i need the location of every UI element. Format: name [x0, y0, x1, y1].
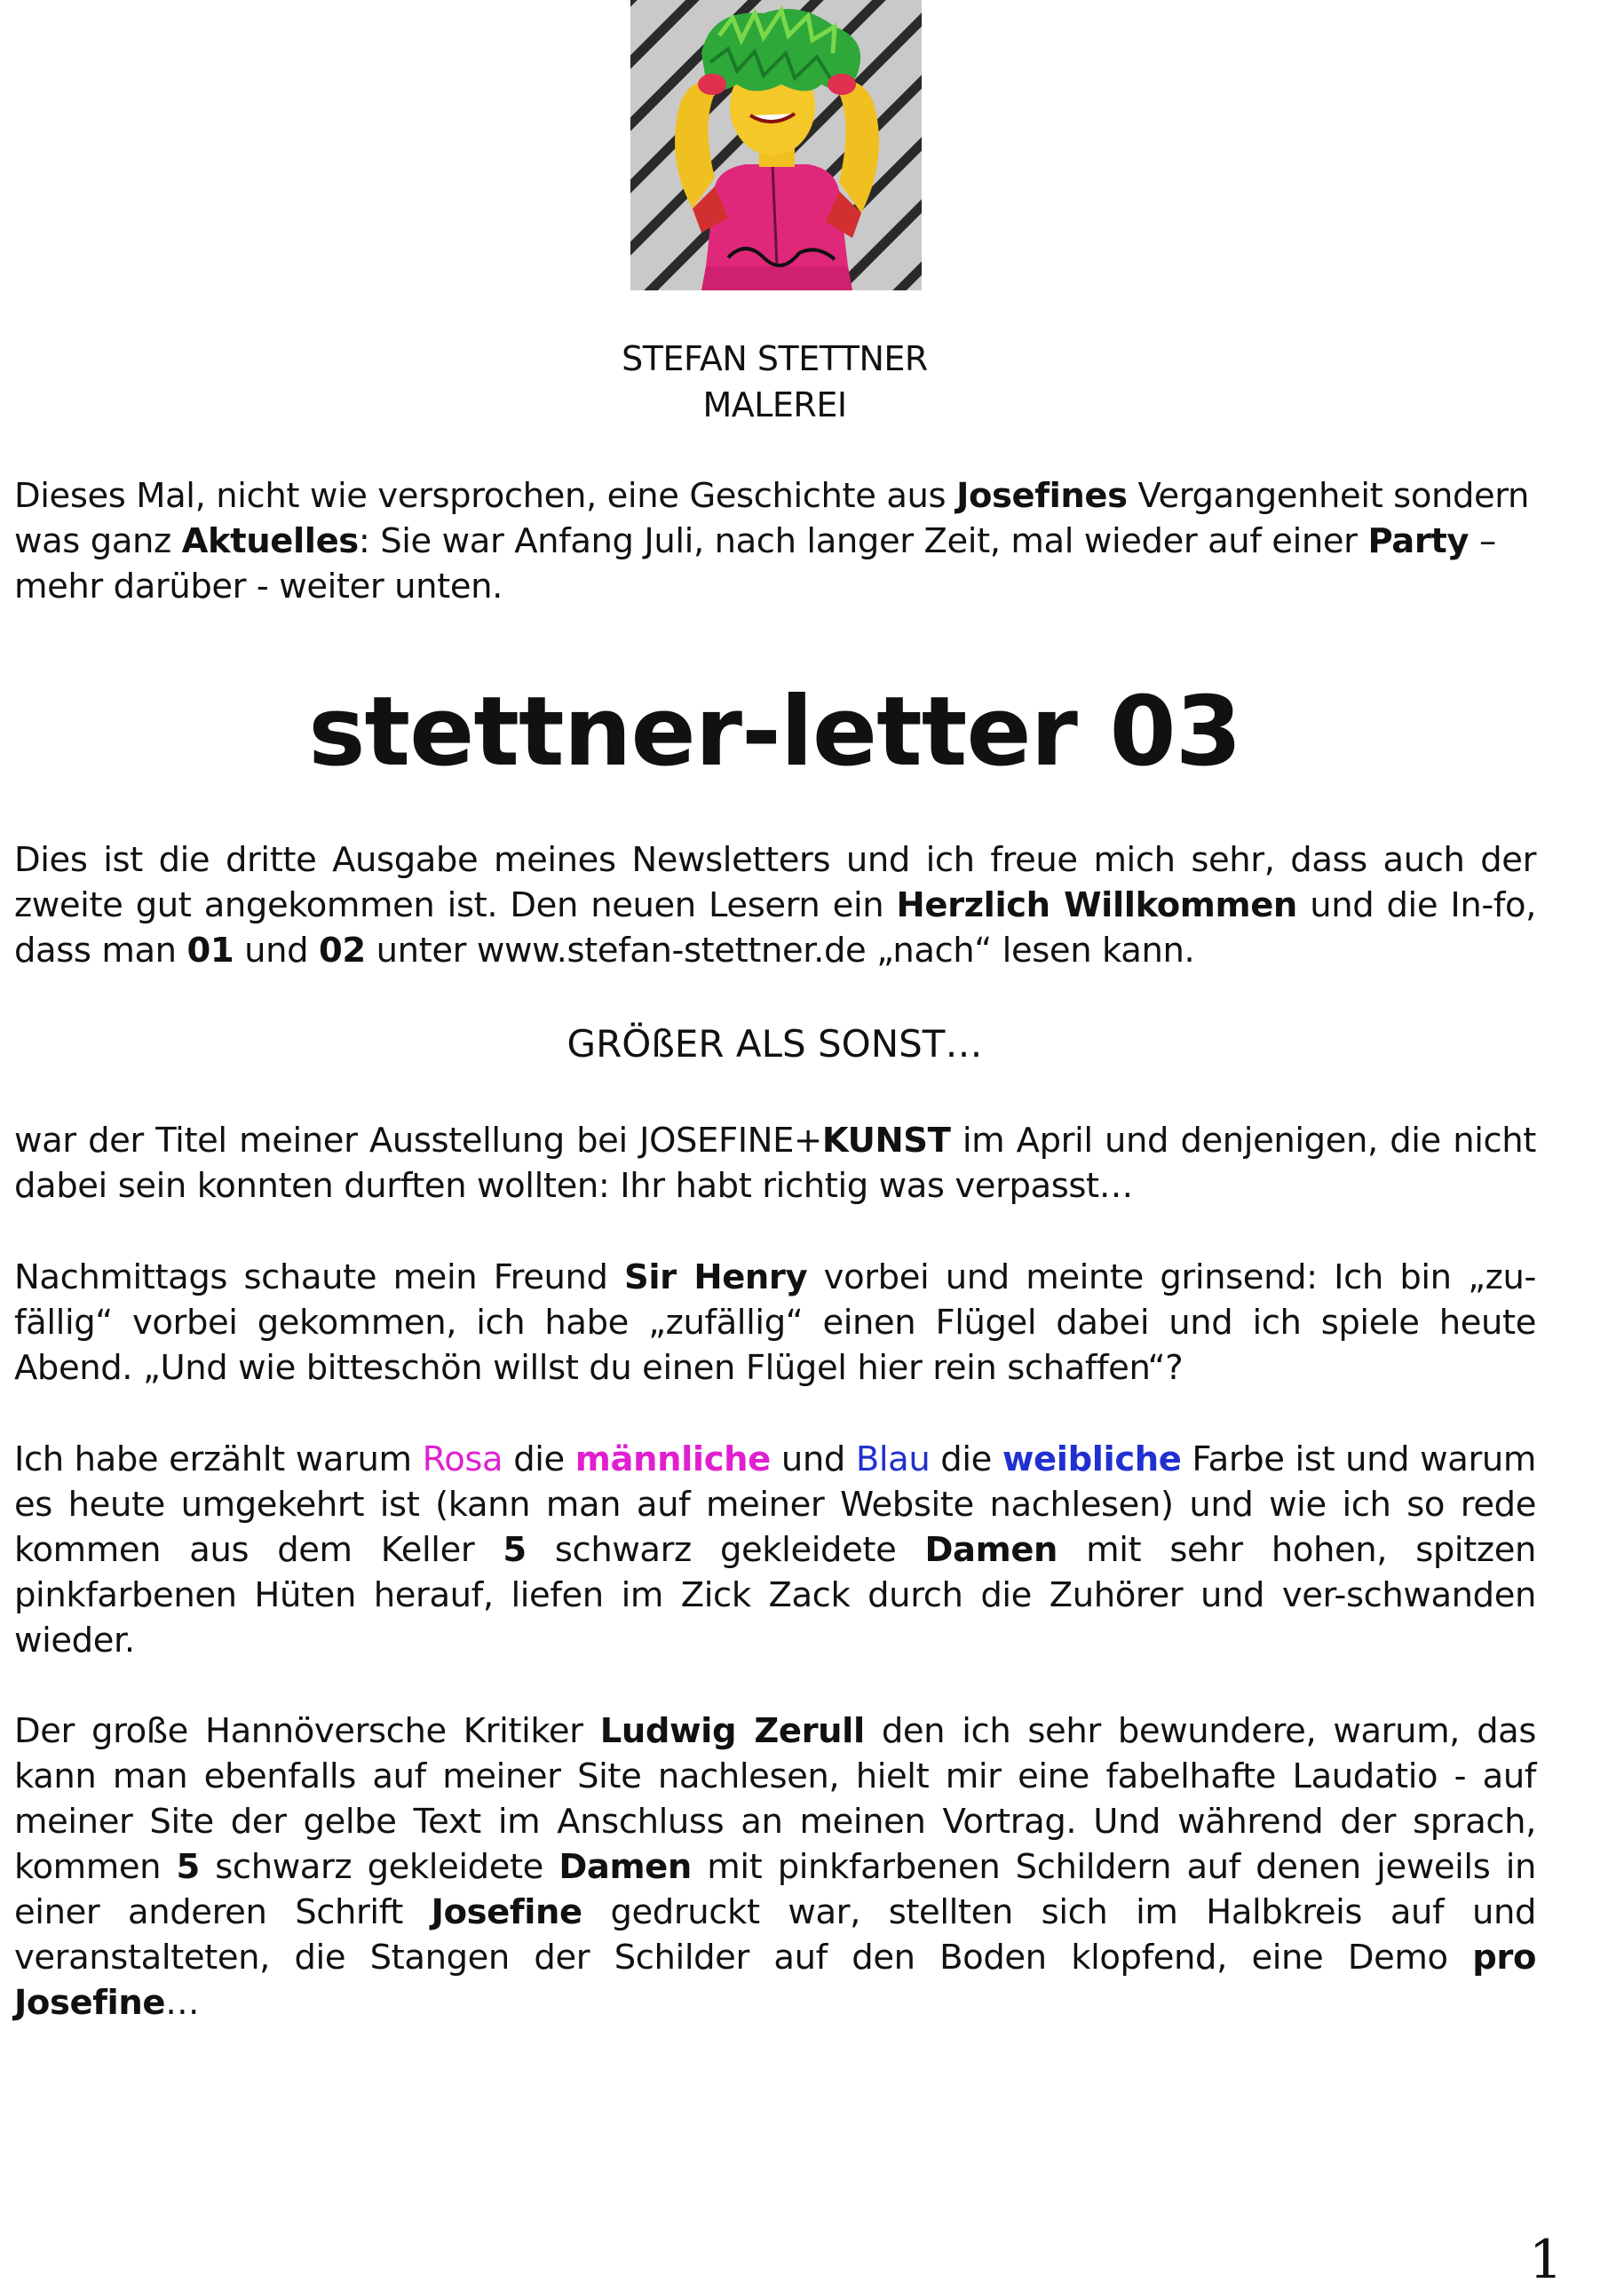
p4-bold-1: Ludwig Zerull — [599, 1711, 865, 1751]
p2-text-1: Nachmittags schaute mein Freund — [14, 1257, 625, 1297]
p3-text-4: die — [930, 1439, 1002, 1479]
p4-bold-4: Josefine — [431, 1892, 582, 1932]
intro-text-2: Vergangenheit sondern was ganz — [14, 476, 1530, 561]
intro-paragraph — [14, 473, 1536, 609]
paragraph-sir-henry — [14, 1255, 1536, 1391]
edition-text-1: Dies ist die dritte Ausgabe meines Newsletters und ich freue mich sehr, dass auch der zweite gut angekommen ist. Den neuen Lesern ein — [14, 840, 1536, 925]
p4-bold-3: Damen — [558, 1847, 692, 1887]
p4-bold-5: pro Josefine — [14, 1938, 1536, 2023]
p3-text-7: mit sehr hohen, spitzen pinkfarbenen Hüten herauf, liefen im Zick Zack durch die Zuhörer und ver-schwanden wieder. — [14, 1530, 1536, 1661]
edition-bold-2: 01 — [186, 931, 234, 971]
p3-text-6: schwarz gekleidete — [526, 1530, 925, 1570]
p3-text-2: die — [503, 1439, 575, 1479]
p3-text-1: Ich habe erzählt warum — [14, 1439, 423, 1479]
p3-bold-2: Damen — [924, 1530, 1058, 1570]
section-title: GRÖßER ALS SONST… — [566, 1022, 983, 1066]
p3-bold-1: 5 — [503, 1530, 527, 1570]
edition-bold-1: Herzlich Willkommen — [896, 885, 1297, 925]
artist-subtitle: MALEREI — [702, 385, 847, 424]
p2-text-2: vorbei und meinte grinsend: Ich bin „zu-fällig“ vorbei gekommen, ich habe „zufällig“ einen Flügel dabei und ich spiele heute Abend. „Und wie bitteschön willst du einen Flügel hier rein schaffen“? — [14, 1257, 1536, 1388]
p4-text-1: Der große Hannöversche Kritiker — [14, 1711, 600, 1751]
artist-name: STEFAN STETTNER — [622, 339, 928, 378]
p3-rosa-word: Rosa — [422, 1439, 503, 1479]
p1-text-1: war der Titel meiner Ausstellung bei JOSEFINE+ — [14, 1121, 822, 1161]
intro-bold-1: Josefines — [956, 476, 1128, 516]
p2-bold-1: Sir Henry — [624, 1257, 808, 1297]
p4-text-2: den ich sehr bewundere, warum, das kann man ebenfalls auf meiner Site nachlesen, hielt mir eine fabelhafte Laudatio - auf meiner Site der gelbe Text im Anschluss an meinen Vortrag. Und während der sprach, kommen — [14, 1711, 1536, 1887]
p3-weiblich-word: weibliche — [1002, 1439, 1182, 1479]
edition-bold-3: 02 — [319, 931, 366, 971]
p4-text-5: gedruckt war, stellten sich im Halbkreis auf und veranstalteten, die Stangen der Schilder auf den Boden klopfend, eine Demo — [14, 1892, 1536, 1978]
p3-blau-word: Blau — [855, 1439, 931, 1479]
newsletter-title: stettner-letter 03 — [308, 677, 1241, 788]
edition-text-3: und — [234, 931, 320, 971]
intro-text-1: Dieses Mal, nicht wie versprochen, eine Geschichte aus — [14, 476, 957, 516]
intro-text-4: – mehr darüber - weiter unten. — [14, 521, 1496, 606]
intro-bold-3: Party — [1367, 521, 1470, 561]
paragraph-colors — [14, 1437, 1536, 1663]
p4-text-4: mit pinkfarbenen Schildern auf denen jeweils in einer anderen Schrift — [14, 1847, 1537, 1932]
p1-bold-1: KUNST — [821, 1121, 951, 1161]
p4-text-3: schwarz gekleidete — [199, 1847, 559, 1887]
p3-text-3: und — [770, 1439, 856, 1479]
painting-image — [630, 0, 922, 290]
paragraph-exhibition — [14, 1118, 1536, 1209]
paragraph-laudatio — [14, 1708, 1536, 2025]
p1-text-2: im April und denjenigen, die nicht dabei sein konnten durften wollten: Ihr habt richtig was verpasst… — [14, 1121, 1536, 1206]
page-number: 1 — [1528, 2229, 1563, 2291]
intro-bold-2: Aktuelles — [181, 521, 359, 561]
edition-text-4: unter www.stefan-stettner.de „nach“ lesen kann. — [365, 931, 1195, 971]
artist-header — [0, 336, 1549, 428]
edition-text-2: und die In-fo, dass man — [14, 885, 1536, 971]
p4-bold-2: 5 — [176, 1847, 200, 1887]
edition-paragraph — [14, 837, 1536, 973]
p4-text-6: … — [165, 1983, 200, 2023]
intro-text-3: : Sie war Anfang Juli, nach langer Zeit, mal wieder auf einer — [358, 521, 1368, 561]
p3-maennlich-word: männliche — [574, 1439, 771, 1479]
p3-text-5: Farbe ist und warum es heute umgekehrt ist (kann man auf meiner Website nachlesen) und wie ich so rede kommen aus dem Keller — [14, 1439, 1536, 1570]
